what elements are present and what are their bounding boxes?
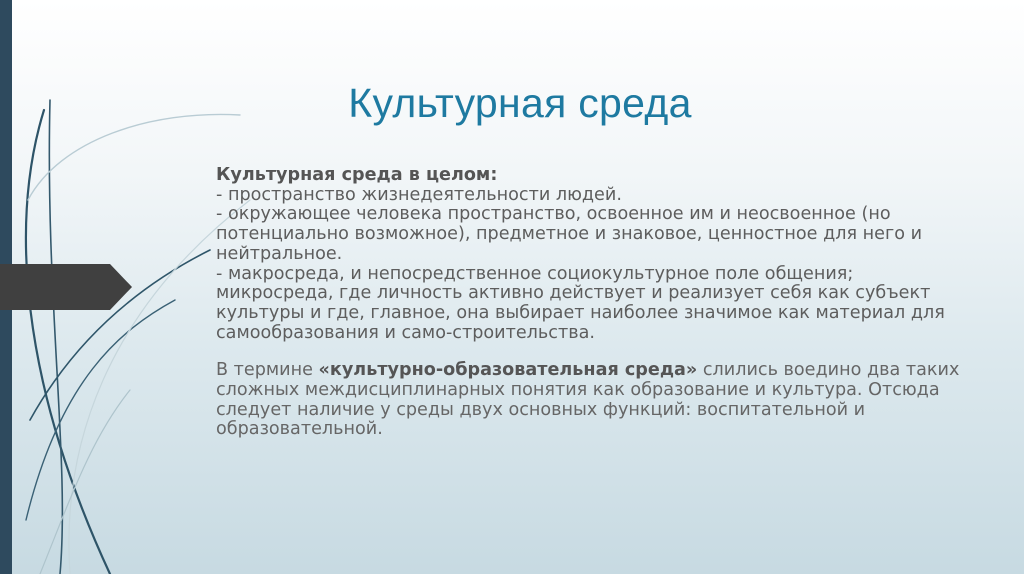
body-line-1: - пространство жизнедеятельности людей. <box>216 184 622 205</box>
slide-body <box>216 166 976 440</box>
slide-title: Культурная среда <box>348 80 692 126</box>
paragraph-2-suffix: слились воедино два таких сложных междисциплинарных понятия как образование и культура. Отсюда следует наличие у среды двух основных функций: воспитательной и образовательной. <box>216 360 960 440</box>
curve-dark-4 <box>26 300 175 520</box>
section-heading: Культурная среда в целом: <box>216 165 498 185</box>
arrow-tab <box>0 264 132 310</box>
paragraph-2-prefix: В термине <box>216 360 319 381</box>
body-line-2: - окружающее человека пространство, освоенное им и неосвоенное (но потенциально возможное), предметное и знаковое, ценностное для него и нейтральное. <box>216 204 923 264</box>
curve-dark-2 <box>49 100 62 574</box>
curve-light-3 <box>40 390 130 574</box>
body-line-3: - макросреда, и непосредственное социокультурное поле общения; микросреда, где личность активно действует и реализует себя как субъект культуры и где, главное, она выбирает наиболее значимое как материал для самообразования и само-строительства. <box>216 263 945 343</box>
curve-light-1 <box>28 114 240 200</box>
paragraph-2-term: «культурно-образовательная среда» <box>318 360 698 381</box>
paragraph-2 <box>216 361 976 440</box>
